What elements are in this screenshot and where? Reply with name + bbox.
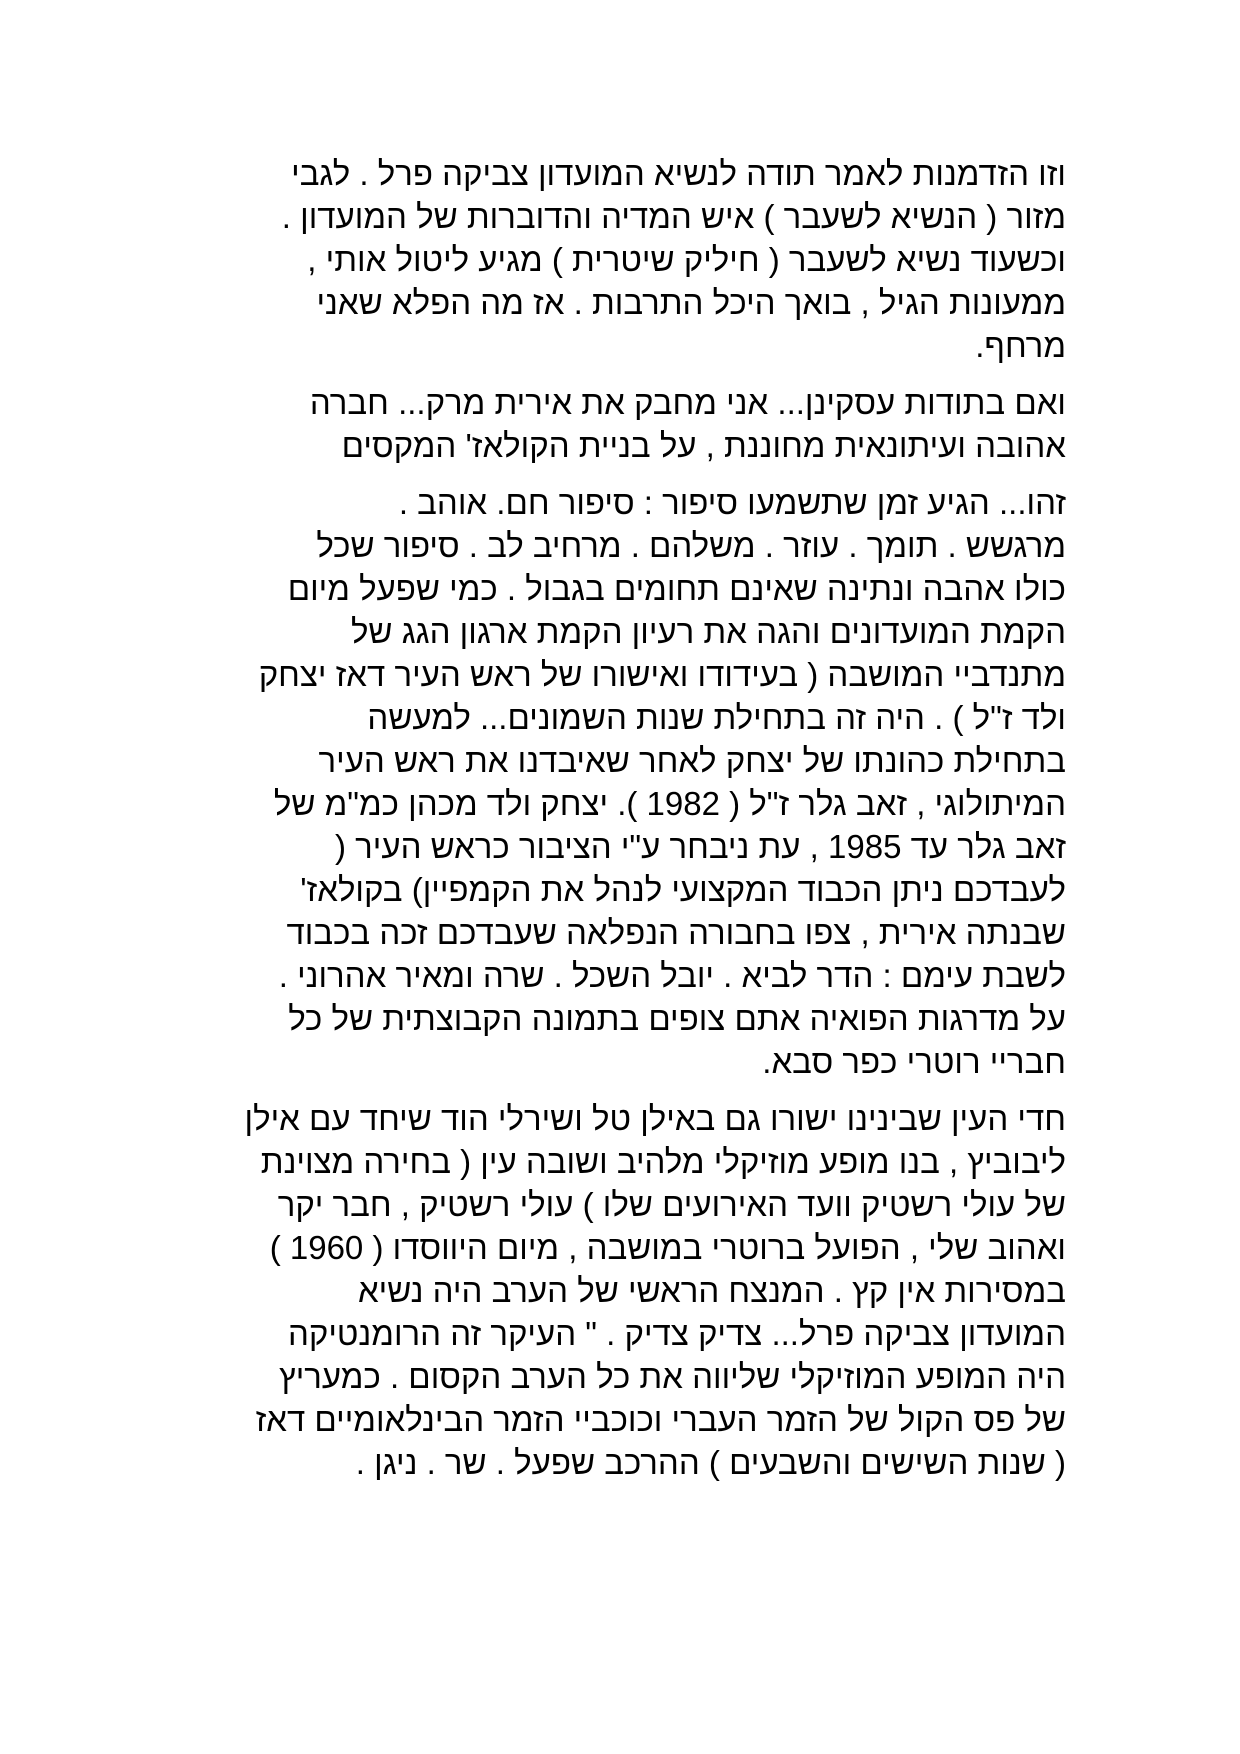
- text-line: זהו... הגיע זמן שתשמעו סיפור : סיפור חם. אוהב .: [398, 484, 1066, 521]
- text-line: לעבדכם ניתן הכבוד המקצועי לנהל את הקמפיין) בקולאז': [300, 871, 1066, 908]
- paragraph: [186, 1097, 1066, 1484]
- text-line: כולו אהבה ונתינה שאינם תחומים בגבול . כמי שפעל מיום: [287, 570, 1066, 607]
- text-line: מתנדביי המושבה ( בעידודו ואישורו של ראש העיר דאז יצחק: [258, 656, 1066, 693]
- text-line: על מדרגות הפואיה אתם צופים בתמונה הקבוצתית של כל: [288, 1000, 1066, 1037]
- text-line: ליבוביץ , בנו מופע מוזיקלי מלהיב ושובה עין ( בחירה מצוינת: [260, 1143, 1066, 1180]
- text-line: של פס הקול של הזמר העברי וכוכביי הזמר הבינלאומיים דאז: [255, 1401, 1066, 1438]
- text-line: ממעונות הגיל , בואך היכל התרבות . אז מה הפלא שאני: [316, 284, 1066, 321]
- paragraph: [186, 152, 1066, 367]
- text-line: לשבת עימם : הדר לביא . יובל השכל . שרה ומאיר אהרוני .: [278, 957, 1066, 994]
- text-line: וכשעוד נשיא לשעבר ( חיליק שיטרית ) מגיע ליטול אותי ,: [307, 241, 1066, 278]
- text-line: ואם בתודות עסקינן... אני מחבק את אירית מרק... חברה: [309, 384, 1066, 421]
- text-line: במסירות אין קץ . המנצח הראשי של הערב היה נשיא: [357, 1272, 1066, 1309]
- text-line: של עולי רשטיק וועד האירועים שלו ) עולי רשטיק , חבר יקר: [277, 1186, 1066, 1223]
- document-body: [186, 152, 1066, 1498]
- text-line: אהובה ועיתונאית מחוננת , על בניית הקולאז' המקסים: [341, 427, 1066, 464]
- text-line: היה המופע המוזיקלי שליווה את כל הערב הקסום . כמעריץ: [279, 1358, 1066, 1395]
- text-line: ולד ז"ל ) . היה זה בתחילת שנות השמונים... למעשה: [367, 699, 1066, 736]
- text-line: חדי העין שבינינו ישורו גם באילן טל ושירלי הוד שיחד עם אילן: [244, 1100, 1066, 1137]
- text-line: חבריי רוטרי כפר סבא.: [762, 1043, 1066, 1080]
- text-line: הקמת המועדונים והגה את רעיון הקמת ארגון הגג של: [350, 613, 1066, 650]
- text-line: וזו הזדמנות לאמר תודה לנשיא המועדון צביקה פרל . לגבי: [291, 155, 1066, 192]
- text-line: ואהוב שלי , הפועל ברוטרי במושבה , מיום היווסדו ( 1960 ): [269, 1229, 1066, 1266]
- text-line: ( שנות השישים והשבעים ) ההרכב שפעל . שר . ניגן .: [355, 1444, 1066, 1481]
- text-line: בתחילת כהונתו של יצחק לאחר שאיבדנו את ראש העיר: [318, 742, 1066, 779]
- paragraph: [186, 481, 1066, 1083]
- text-line: מרחף.: [975, 327, 1066, 364]
- paragraph: [186, 381, 1066, 467]
- text-line: זאב גלר עד 1985 , עת ניבחר ע"י הציבור כראש העיר (: [335, 828, 1066, 865]
- text-line: המועדון צביקה פרל... צדיק צדיק . " העיקר זה הרומנטיקה: [287, 1315, 1066, 1352]
- text-line: מרגשש . תומך . עוזר . משלהם . מרחיב לב . סיפור שכל: [316, 527, 1066, 564]
- text-line: המיתולוגי , זאב גלר ז"ל ( 1982 ). יצחק ולד מכהן כמ"מ של: [273, 785, 1066, 822]
- text-line: שבנתה אירית , צפו בחבורה הנפלאה שעבדכם זכה בכבוד: [286, 914, 1066, 951]
- text-line: מזור ( הנשיא לשעבר ) איש המדיה והדוברות של המועדון .: [281, 198, 1066, 235]
